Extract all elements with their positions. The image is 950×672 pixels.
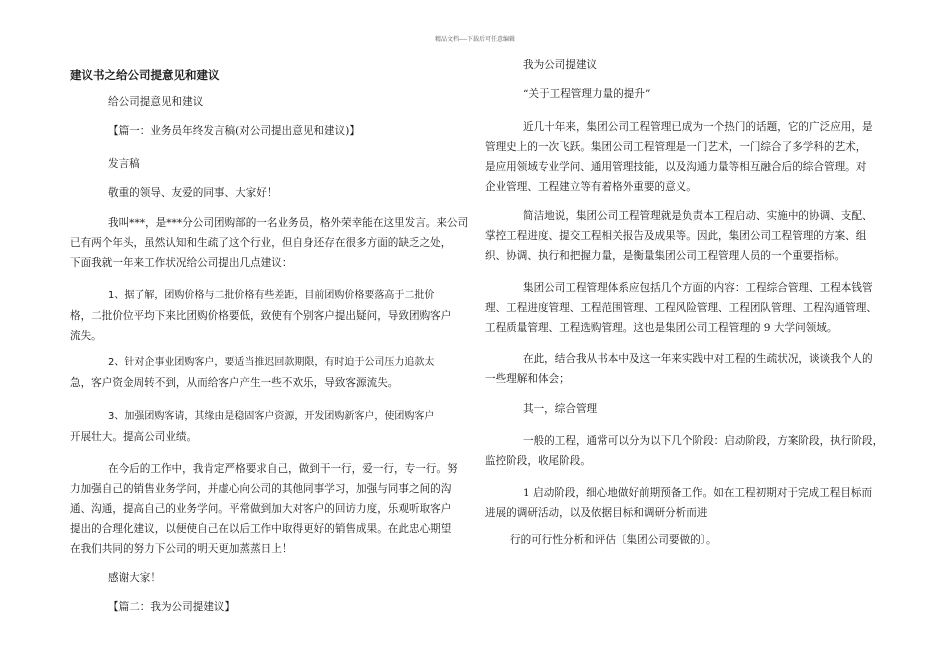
right-text-line: 企业管理、工程建立等有着格外重要的意义。 xyxy=(485,181,697,193)
left-text-line: 我叫***，是***分公司团购部的一名业务员，格外荣幸能在这里发言。来公司 xyxy=(108,217,469,229)
right-text-line: 工程质量管理、工程选购管理。这也是集团公司工程管理的 9 大学问领域。 xyxy=(485,322,838,334)
left-text-line: 在今后的工作中，我肯定严格要求自己，做到干一行，爱一行，专一行。努 xyxy=(108,463,458,475)
document-title: 建议书之给公司提意见和建议 xyxy=(70,68,220,82)
left-text-line: 通、沟通，提高自己的业务学问。平常做到加大对客户的回访力度，乐观听取客户 xyxy=(70,503,452,515)
left-text-line: 【篇一：业务员年终发言稿(对公司提出意见和建议)】 xyxy=(108,125,360,137)
right-text-line: 管理史上的一次飞跃。集团公司工程管理是一门艺术，一门综合了多学科的艺术， xyxy=(485,141,867,153)
left-text-line: 1、据了解，团购价格与二批价格有些差距，目前团购价格要落高于二批价 xyxy=(108,290,435,301)
right-text-line: 行的可行性分析和评估〔集团公司要做的〕。 xyxy=(510,534,717,546)
right-text-line: 1 启动阶段，细心地做好前期预备工作。如在工程初期对于完成工程目标而 xyxy=(523,487,873,499)
left-text-line: 敬重的领导、友爱的同事、大家好！ xyxy=(108,187,278,199)
right-text-line: 理、工程进度管理、工程范围管理、工程风险管理、工程团队管理、工程沟通管理、 xyxy=(485,302,877,314)
left-text-line: 流失。 xyxy=(70,330,102,342)
page-header: 精品文档----下载后可任意编辑 xyxy=(434,36,516,43)
right-text-line: 是应用领域专业学问、通用管理技能，以及沟通力量等相互融合后的综合管理。对 xyxy=(485,161,867,173)
left-text-line: 2、针对企事业团购客户，要适当推迟回款期限，有时迫于公司压力追款太 xyxy=(108,357,435,368)
left-text-line: 急，客户资金周转不到，从而给客户产生一些不欢乐，导致客源流失。 xyxy=(70,377,399,389)
left-text-line: 已有两个年头，虽然认知和生疏了这个行业，但自身还存在很多方面的缺乏之处， xyxy=(70,237,452,249)
left-text-line: 发言稿 xyxy=(108,158,140,170)
right-text-line: 一般的工程，通常可以分为以下几个阶段：启动阶段，方案阶段，执行阶段， xyxy=(523,435,884,447)
right-text-line: 简洁地说，集团公司工程管理就是负责本工程启动、实施中的协调、支配、 xyxy=(523,210,873,222)
left-text-line: 格，二批价位平均下来比团购价格要低，致使有个别客户提出疑问，导致团购客户 xyxy=(70,310,452,322)
right-text-line: 织、协调、执行和把握力量，是衡量集团公司工程管理人员的一个重要指标。 xyxy=(485,250,846,262)
right-text-line: 一些理解和体会； xyxy=(485,373,570,385)
right-text-line: 我为公司提建议 xyxy=(523,59,598,71)
right-text-line: 监控阶段，收尾阶段。 xyxy=(485,455,591,467)
right-text-line: “关于工程管理力量的提升” xyxy=(523,88,651,100)
left-text-line: 力加强自己的销售业务学问，并虚心向公司的其他同事学习，加强与同事之间的沟 xyxy=(70,483,452,495)
left-text-line: 在我们共同的努力下公司的明天更加蒸蒸日上！ xyxy=(70,543,293,555)
left-text-line: 【篇二：我为公司提建议】 xyxy=(108,601,236,613)
left-text-line: 3、加强团购客请，其缘由是稳固客户资源，开发团购新客户，使团购客户 xyxy=(108,411,435,422)
right-text-line: 进展的调研活动，以及依据目标和调研分析而进 xyxy=(485,507,708,519)
right-text-line: 掌控工程进度、提交工程相关报告及成果等。因此，集团公司工程管理的方案、组 xyxy=(485,230,867,242)
left-text-line: 开展壮大。提高公司业绩。 xyxy=(70,431,198,443)
left-text-line: 下面我就一年来工作状况给公司提出几点建议： xyxy=(70,257,293,269)
right-text-line: 在此，结合我从书本中及这一年来实践中对工程的生疏状况，谈谈我个人的 xyxy=(523,353,873,365)
right-text-line: 近几十年来，集团公司工程管理已成为一个热门的话题，它的广泛应用，是 xyxy=(523,121,873,133)
left-text-line: 给公司提意见和建议 xyxy=(108,96,204,108)
left-text-line: 感谢大家！ xyxy=(108,572,161,584)
right-text-line: 集团公司工程管理体系应包括几个方面的内容：工程综合管理、工程本钱管 xyxy=(523,282,873,294)
right-text-line: 其一，综合管理 xyxy=(523,403,598,415)
left-text-line: 提出的合理化建议，以便使自己在以后工作中取得更好的销售成果。在此忠心期望 xyxy=(70,523,452,535)
